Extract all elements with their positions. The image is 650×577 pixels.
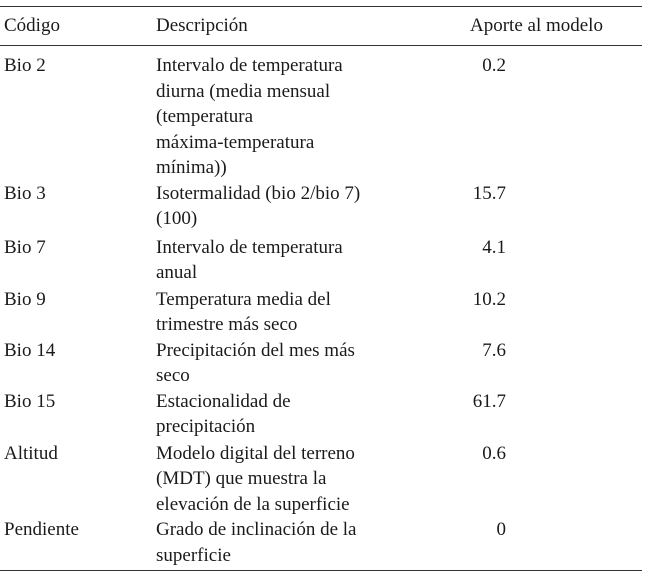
description-line: Intervalo de temperatura	[156, 55, 343, 76]
row-contribution-value: 61.7	[472, 390, 506, 412]
description-line: (100)	[156, 208, 198, 229]
row-description	[156, 53, 343, 181]
row-code: Bio 7	[4, 236, 46, 258]
description-line: elevación de la superficie	[156, 493, 350, 515]
description-line: Estacionalidad de	[156, 390, 291, 412]
row-code: Pendiente	[4, 519, 79, 540]
header-contribution: Aporte al modelo	[470, 15, 603, 36]
row-description	[156, 338, 355, 389]
table-body	[0, 46, 642, 570]
row-contribution-value: 10.2	[472, 288, 506, 310]
row-description	[156, 181, 360, 232]
description-line: superficie	[156, 544, 231, 566]
row-contribution-value: 15.7	[472, 182, 506, 204]
row-contribution-value: 0.2	[482, 55, 506, 76]
table-row	[0, 441, 642, 518]
description-line: mínima))	[156, 157, 227, 178]
row-contribution-value: 0.6	[482, 442, 506, 464]
row-code: Bio 3	[4, 182, 46, 204]
row-contribution-value: 0	[496, 519, 506, 540]
row-contribution-value: 7.6	[482, 339, 506, 361]
description-line: (MDT) que muestra la	[156, 468, 327, 489]
description-line: anual	[156, 262, 198, 283]
row-description	[156, 441, 355, 518]
table-row	[0, 53, 642, 181]
row-code: Bio 9	[4, 288, 46, 310]
description-line: precipitación	[156, 416, 256, 437]
row-code: Altitud	[4, 442, 58, 464]
table-header	[0, 7, 642, 45]
row-description	[156, 517, 356, 568]
description-line: seco	[156, 365, 190, 386]
table-row	[0, 181, 642, 235]
table-row	[0, 517, 642, 568]
description-line: máxima-temperatura	[156, 131, 315, 153]
bottom-rule	[0, 570, 642, 571]
description-line: Isotermalidad (bio 2/bio 7)	[156, 182, 361, 204]
table-row	[0, 389, 642, 441]
table-row	[0, 338, 642, 389]
row-contribution-value: 4.1	[482, 236, 506, 258]
row-code: Bio 2	[4, 55, 46, 76]
table-row	[0, 287, 642, 338]
description-line: Precipitación del mes más	[156, 339, 355, 361]
row-description	[156, 389, 291, 440]
description-line: diurna (media mensual	[156, 80, 331, 102]
header-description: Descripción	[156, 15, 248, 36]
description-line: (temperatura	[156, 106, 254, 127]
row-description	[156, 235, 343, 286]
row-description	[156, 287, 331, 338]
description-line: Grado de inclinación de la	[156, 519, 357, 540]
table-row	[0, 235, 642, 287]
row-code: Bio 14	[4, 339, 56, 361]
header-code: Código	[4, 15, 60, 36]
description-line: trimestre más seco	[156, 314, 298, 335]
description-line: Intervalo de temperatura	[156, 236, 343, 258]
description-line: Modelo digital del terreno	[156, 442, 355, 464]
description-line: Temperatura media del	[156, 288, 331, 310]
variables-table	[0, 6, 642, 571]
row-code: Bio 15	[4, 390, 56, 412]
